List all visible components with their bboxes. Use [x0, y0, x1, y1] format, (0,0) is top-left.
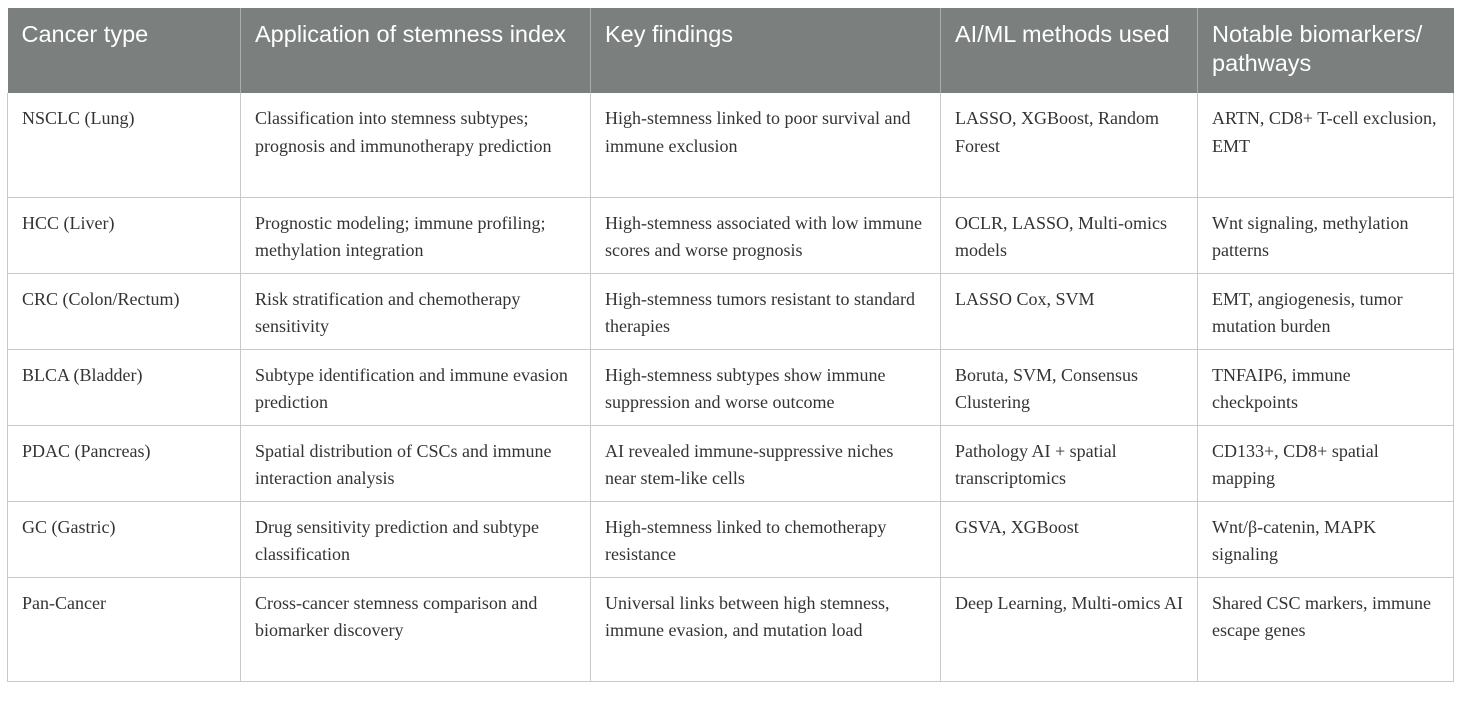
cell-biomarkers: EMT, angiogenesis, tumor mutation burden: [1198, 273, 1454, 349]
header-methods: AI/ML methods used: [941, 8, 1198, 93]
stemness-table: [7, 8, 1454, 682]
cell-application: Subtype identification and immune evasion prediction: [241, 349, 591, 425]
cell-methods: Boruta, SVM, Consensus Clustering: [941, 349, 1198, 425]
cell-biomarkers: ARTN, CD8+ T-cell exclusion, EMT: [1198, 93, 1454, 197]
cell-key-findings: Universal links between high stemness, immune evasion, and mutation load: [591, 577, 941, 681]
cell-cancer-type: HCC (Liver): [8, 197, 241, 273]
cell-cancer-type: Pan-Cancer: [8, 577, 241, 681]
cell-biomarkers: Wnt/β-catenin, MAPK signaling: [1198, 501, 1454, 577]
cell-methods: Deep Learning, Multi-omics AI: [941, 577, 1198, 681]
cell-biomarkers: TNFAIP6, immune checkpoints: [1198, 349, 1454, 425]
cell-methods: Pathology AI + spatial transcriptomics: [941, 425, 1198, 501]
cell-biomarkers: CD133+, CD8+ spatial mapping: [1198, 425, 1454, 501]
cell-methods: LASSO, XGBoost, Random Forest: [941, 93, 1198, 197]
cell-cancer-type: BLCA (Bladder): [8, 349, 241, 425]
table-row: [8, 501, 1454, 577]
header-row: [8, 8, 1454, 93]
table-row: [8, 425, 1454, 501]
cell-cancer-type: CRC (Colon/Rectum): [8, 273, 241, 349]
cell-key-findings: High-stemness tumors resistant to standard therapies: [591, 273, 941, 349]
cell-key-findings: High-stemness associated with low immune scores and worse prognosis: [591, 197, 941, 273]
cell-methods: LASSO Cox, SVM: [941, 273, 1198, 349]
table-row: [8, 273, 1454, 349]
table-row: [8, 349, 1454, 425]
header-biomarkers: Notable biomarkers/ pathways: [1198, 8, 1454, 93]
table-row: [8, 577, 1454, 681]
table-row: [8, 93, 1454, 197]
header-cancer-type: Cancer type: [8, 8, 241, 93]
cell-key-findings: AI revealed immune-suppressive niches near stem-like cells: [591, 425, 941, 501]
stemness-table-container: [7, 8, 1453, 682]
table-header: [8, 8, 1454, 93]
header-key-findings: Key findings: [591, 8, 941, 93]
cell-biomarkers: Wnt signaling, methylation patterns: [1198, 197, 1454, 273]
cell-biomarkers: Shared CSC markers, immune escape genes: [1198, 577, 1454, 681]
cell-key-findings: High-stemness linked to poor survival and immune exclusion: [591, 93, 941, 197]
cell-application: Cross-cancer stemness comparison and biomarker discovery: [241, 577, 591, 681]
table-body: [8, 93, 1454, 681]
header-application: Application of stemness index: [241, 8, 591, 93]
cell-cancer-type: NSCLC (Lung): [8, 93, 241, 197]
cell-cancer-type: PDAC (Pancreas): [8, 425, 241, 501]
cell-cancer-type: GC (Gastric): [8, 501, 241, 577]
cell-application: Spatial distribution of CSCs and immune interaction analysis: [241, 425, 591, 501]
cell-application: Risk stratification and chemotherapy sensitivity: [241, 273, 591, 349]
cell-application: Drug sensitivity prediction and subtype classification: [241, 501, 591, 577]
table-row: [8, 197, 1454, 273]
cell-application: Classification into stemness subtypes; prognosis and immunotherapy prediction: [241, 93, 591, 197]
cell-methods: GSVA, XGBoost: [941, 501, 1198, 577]
cell-key-findings: High-stemness linked to chemotherapy resistance: [591, 501, 941, 577]
cell-key-findings: High-stemness subtypes show immune suppression and worse outcome: [591, 349, 941, 425]
cell-methods: OCLR, LASSO, Multi-omics models: [941, 197, 1198, 273]
cell-application: Prognostic modeling; immune profiling; methylation integration: [241, 197, 591, 273]
